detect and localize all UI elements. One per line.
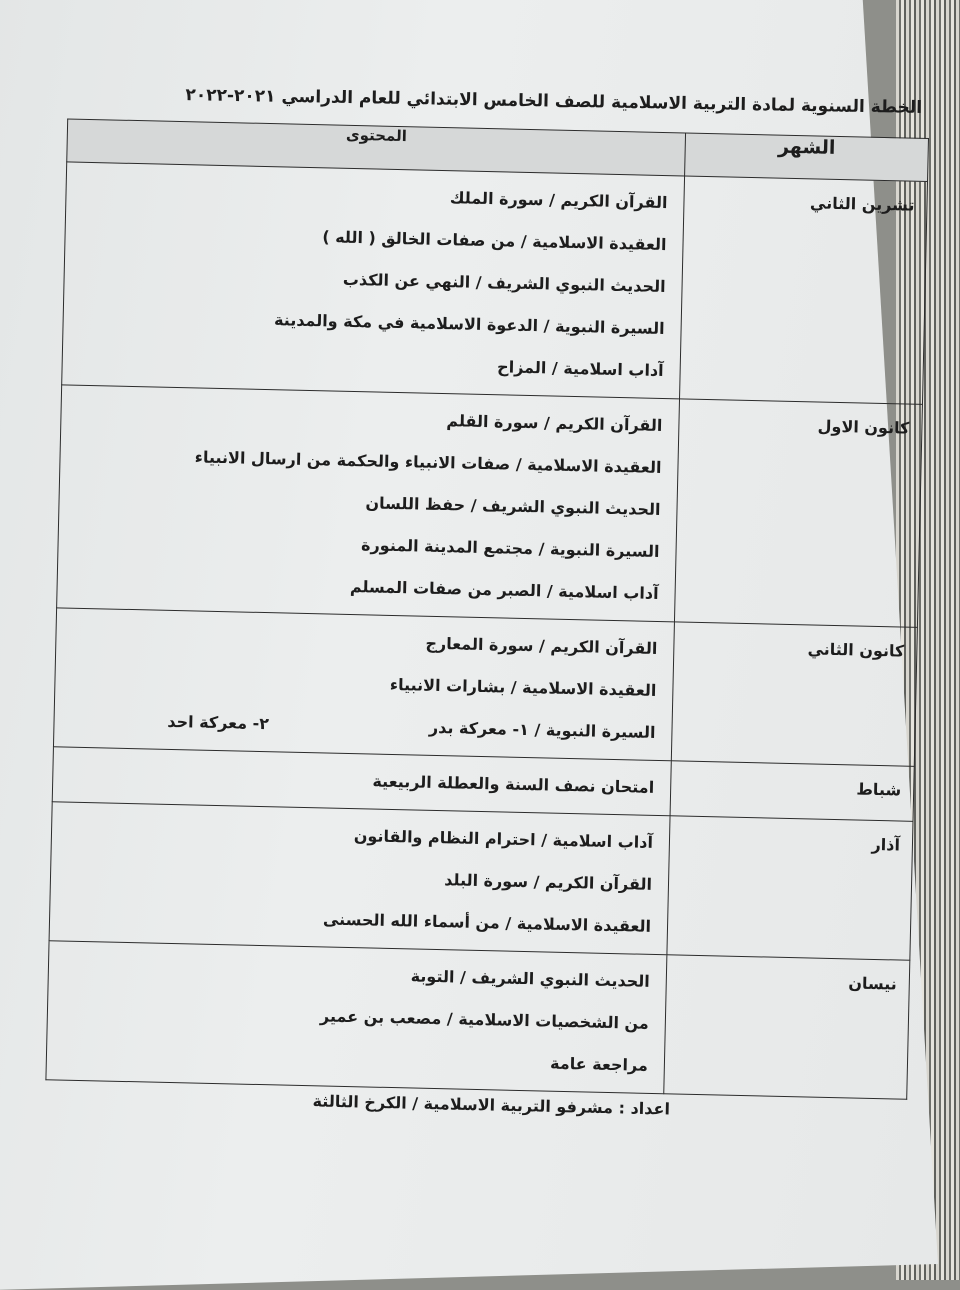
table-row: [46, 941, 910, 1099]
table-row: [57, 385, 923, 627]
content-line-text: الحديث النبوي الشريف / التوبة: [410, 966, 651, 991]
content-line-text: العقيدة الاسلامية / صفات الانبياء والحكمة من ارسال الانبياء: [194, 447, 662, 478]
content-line-text: الحديث النبوي الشريف / حفظ اللسان: [365, 493, 661, 520]
content-line-text: آداب اسلامية / الصبر من صفات المسلم: [349, 576, 659, 603]
content-cell: [57, 385, 680, 622]
content-line: [61, 753, 655, 808]
month-cell: شباط: [670, 761, 914, 821]
content-line-text: من الشخصيات الاسلامية / مصعب بن عمير: [319, 1006, 650, 1033]
month-cell: كانون الثاني: [671, 622, 917, 766]
content-line-text: القرآن الكريم / سورة الملك: [449, 188, 668, 213]
content-cell: [49, 802, 670, 955]
content-line-text: القرآن الكريم / سورة المعارج: [425, 633, 658, 658]
content-line-text: العقيدة الاسلامية / من أسماء الله الحسنى: [322, 909, 652, 936]
content-line-text: آداب اسلامية / احترام النظام والقانون: [353, 826, 654, 852]
content-line-text: السيرة النبوية / مجتمع المدينة المنورة: [360, 535, 660, 561]
content-line-text: القرآن الكريم / سورة القلم: [446, 411, 663, 436]
content-line-text: السيرة النبوية / الدعوة الاسلامية في مكة والمدينة: [273, 310, 665, 339]
footer-prepared-by: اعداد : مشرفو التربية الاسلامية / الكرخ الثالثة: [312, 1091, 671, 1119]
month-cell: آذار: [667, 816, 913, 960]
content-cell: [46, 941, 667, 1094]
header-content: المحتوى: [67, 119, 686, 176]
table-row: [49, 802, 913, 960]
month-cell: كانون الاول: [674, 399, 922, 627]
content-cell: [62, 162, 685, 399]
content-line-extra: ٢- معركة احد: [167, 711, 270, 734]
content-line-text: العقيدة الاسلامية / من صفات الخالق ( الله ): [322, 227, 667, 255]
content-line-text: العقيدة الاسلامية / بشارات الانبياء: [389, 674, 657, 700]
table-row: [62, 162, 928, 404]
content-line-text: الحديث النبوي الشريف / النهي عن الكذب: [342, 269, 666, 297]
content-line-text: السيرة النبوية / ١- معركة بدر: [428, 717, 656, 742]
header-month: الشهر: [685, 133, 929, 182]
table-row: [53, 608, 917, 766]
content-cell: [53, 608, 674, 761]
content-line-text: آداب اسلامية / المزاح: [496, 357, 664, 381]
content-line-text: مراجعة عامة: [549, 1053, 649, 1075]
month-cell: نيسان: [664, 955, 910, 1099]
content-line-text: امتحان نصف السنة والعطلة الربيعية: [372, 771, 655, 797]
content-line-text: القرآن الكريم / سورة البلد: [444, 870, 653, 894]
month-cell: تشرين الثاني: [680, 176, 928, 404]
document-title: الخطة السنوية لمادة التربية الاسلامية للصف الخامس الابتدائي للعام الدراسي ٢٠٢١-٢٠٢٢: [185, 85, 923, 118]
plan-table: [45, 118, 929, 1099]
